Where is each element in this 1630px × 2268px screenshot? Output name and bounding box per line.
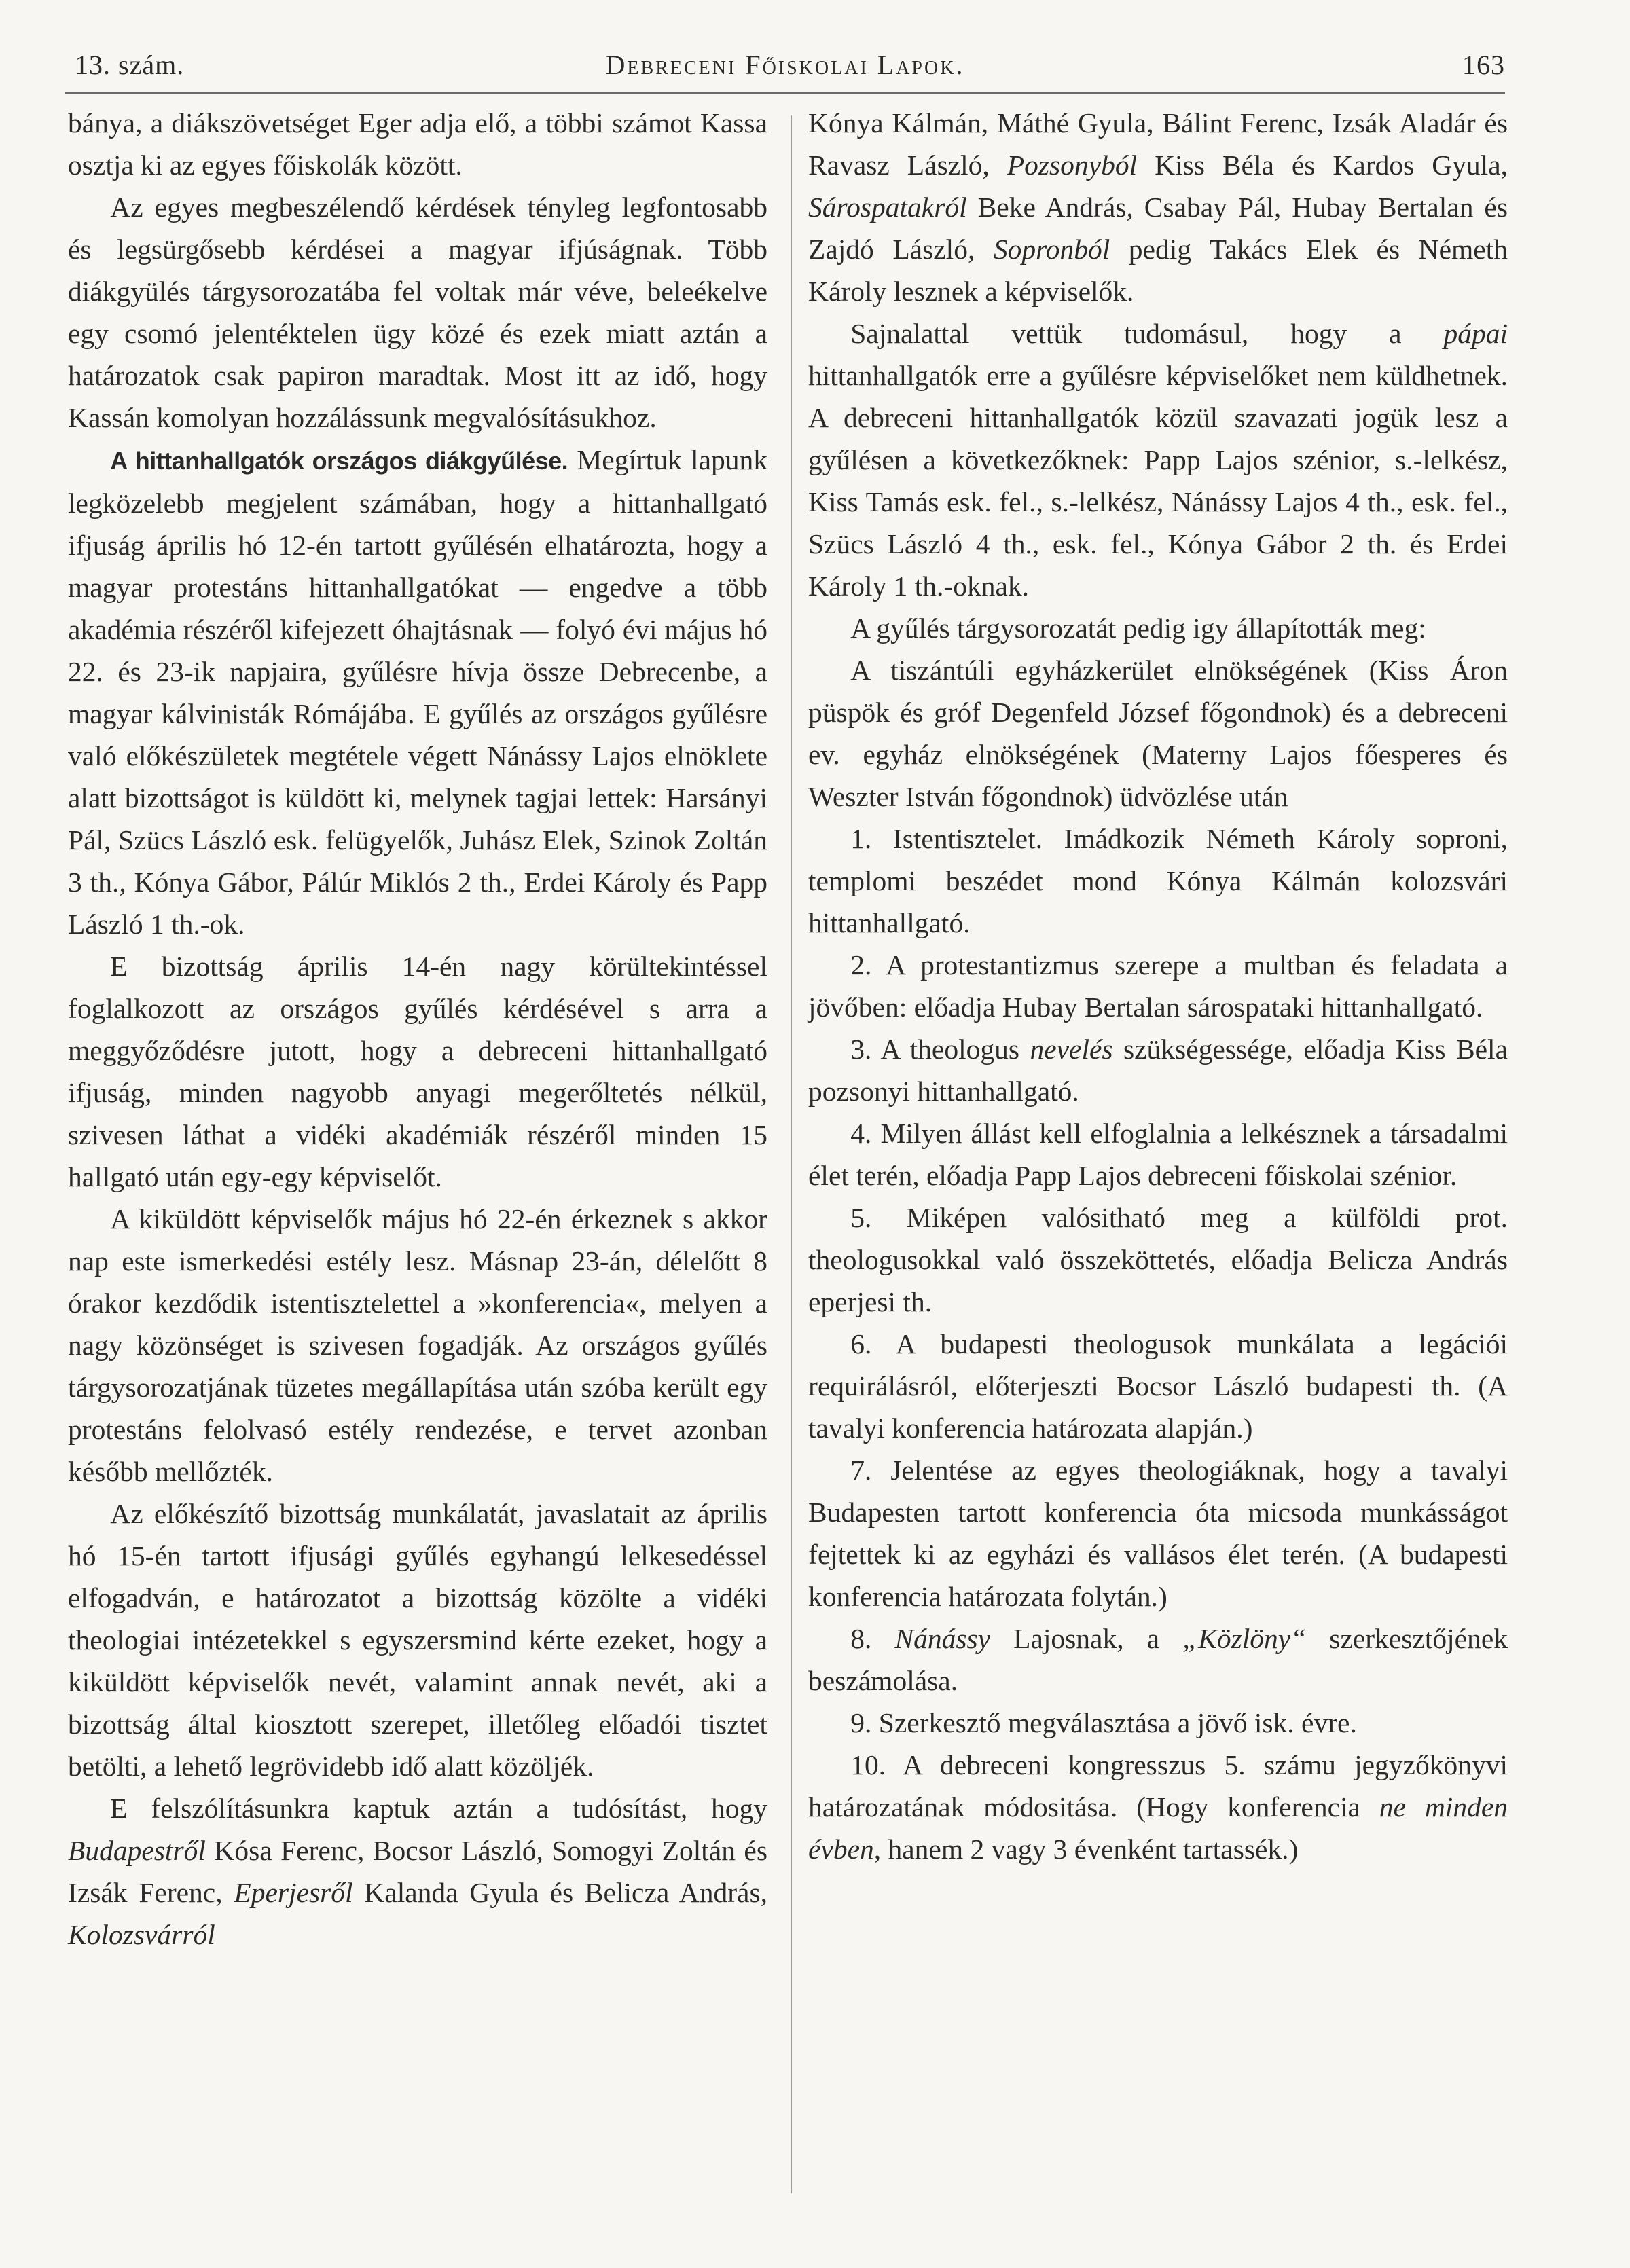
page-number: 163 [1462,50,1505,80]
body-text: pedig Takács Elek és Németh Károly lesznek a képviselők. [808,234,1508,307]
italic-text: Sárospatakról [808,191,967,223]
right-paragraph [808,1028,1508,1112]
body-text: 6. A budapesti theologusok munkálata a legációi requirálásról, előterjeszti Bocsor László budapesti th. (A tavalyi konferencia határozata alapján.) [808,1328,1508,1444]
body-text: 9. Szerkesztő megválasztása a jövő isk. évre. [850,1707,1357,1738]
left-column [68,102,767,1956]
right-column [808,102,1508,1870]
body-text: Kónya Kálmán, Máthé Gyula, Bálint Ferenc, Izsák Aladár és Ravasz László, [808,107,1508,181]
right-paragraph [808,818,1508,944]
right-paragraph [808,1617,1508,1702]
right-paragraph [808,649,1508,818]
italic-text: Sopronból [993,234,1110,265]
left-paragraph [68,1493,767,1787]
body-text: Kiss Béla és Kardos Gyula, [1137,149,1508,181]
left-paragraph [68,439,767,945]
italic-text: nevelés [1030,1034,1113,1065]
body-text: , hanem 2 vagy 3 évenként tartassék.) [873,1833,1299,1865]
body-text: A tiszántúli egyházkerület elnökségének (Kiss Áron püspök és gróf Degenfeld József főgondnok) és a debreceni ev. egyház elnökségének (Materny Lajos főesperes és Weszter István főgondnok) üdvözlése után [808,655,1508,812]
body-text: Sajnalattal vettük tudomásul, hogy a [850,318,1444,349]
italic-text: Kolozsvárról [68,1919,215,1950]
body-text: 1. Istentisztelet. Imádkozik Németh Károly soproni, templomi beszédet mond Kónya Kálmán kolozsvári hittanhallgató. [808,823,1508,938]
italic-text: Nánássy [894,1623,991,1654]
body-text: Az egyes megbeszélendő kérdések tényleg legfontosabb és legsürgősebb kérdései a magyar ifjúságnak. Több diákgyülés tárgysorozatába fel voltak már véve, beleékelve egy csomó jelentéktelen ügy közé és ezek miatt aztán a határozatok csak papiron maradtak. Most itt az idő, hogy Kassán komolyan hozzálássunk megvalósításukhoz. [68,191,767,433]
left-paragraph [68,1787,767,1956]
body-text: 8. [850,1623,895,1654]
right-paragraph [808,1112,1508,1196]
body-text: E felszólításunkra kaptuk aztán a tudósítást, hogy [110,1793,767,1824]
italic-text: „Közlöny“ [1182,1623,1307,1654]
body-text: 5. Miképen valósitható meg a külföldi prot. theologusokkal való összeköttetés, előadja Belicza András eperjesi th. [808,1202,1508,1317]
body-text: A kiküldött képviselők május hó 22-én érkeznek s akkor nap este ismerkedési estély lesz. Másnap 23-án, délelőtt 8 órakor kezdődik istentisztelettel a »konferencia«, melyen a nagy közönséget is szivesen fogadják. Az országos gyűlés tárgysorozatjának tüzetes megállapítása után szóba került egy protestáns felolvasó estély rendezése, e tervet azonban később mellőzték. [68,1203,767,1487]
body-text: szükségessége, előadja Kiss Béla pozsonyi hittanhallgató. [808,1034,1508,1107]
issue-number: 13. szám. [75,50,185,80]
italic-text: ne minden évben [808,1791,1508,1865]
body-text: 7. Jelentése az egyes theologiáknak, hogy a tavalyi Budapesten tartott konferencia óta micsoda munkásságot fejtettek ki az egyházi és vallásos élet terén. (A budapesti konferencia határozata folytán.) [808,1455,1508,1612]
body-text: E bizottság április 14-én nagy körültekintéssel foglalkozott az országos gyűlés kérdésével s arra a meggyőződésre jutott, hogy a debreceni hittanhallgató ifjuság, minden nagyobb anyagi megerőltetés nélkül, szivesen láthat a vidéki akadémiák részéről minden 15 hallgató után egy-egy képviselőt. [68,951,767,1192]
italic-text: pápai [1443,318,1508,349]
right-paragraph [808,607,1508,649]
journal-title: Debreceni Főiskolai Lapok. [605,50,965,80]
body-text: A gyűlés tárgysorozatát pedig igy állapították meg: [850,612,1426,644]
column-divider [791,115,792,2193]
left-paragraph [68,186,767,439]
right-paragraph [808,1744,1508,1870]
right-paragraph [808,1323,1508,1449]
right-paragraph [808,1702,1508,1744]
right-paragraph [808,312,1508,607]
body-text: Kalanda Gyula és Belicza András, [352,1877,767,1908]
body-text: szerkesztőjének beszámolása. [808,1623,1508,1696]
running-header [65,42,1505,94]
right-paragraph [808,944,1508,1028]
italic-text: Pozsonyból [1007,149,1138,181]
body-text: 2. A protestantizmus szerepe a multban és feladata a jövőben: előadja Hubay Bertalan sárospataki hittanhallgató. [808,949,1508,1023]
left-paragraph [68,1198,767,1493]
left-paragraph [68,102,767,186]
body-text: 4. Milyen állást kell elfoglalnia a lelkésznek a társadalmi élet terén, előadja Papp Lajos debreceni főiskolai szénior. [808,1118,1508,1191]
section-heading: A hittanhallgatók országos diákgyűlése. [110,447,568,475]
italic-text: Budapestről [68,1835,206,1866]
body-text: 10. A debreceni kongresszus 5. számu jegyzőkönyvi határozatának módositása. (Hogy konferencia [808,1749,1508,1823]
right-paragraph [808,1449,1508,1617]
body-text: Az előkészítő bizottság munkálatát, javaslatait az április hó 15-én tartott ifjusági gyűlés egyhangú lelkesedéssel elfogadván, e határozatot a bizottság közölte a vidéki theologiai intézetekkel s egyszersmind kérte ezeket, hogy a kiküldött képviselők nevét, valamint annak nevét, aki a bizottság által kiosztott szerepet, illetőleg előadói tisztet betölti, a lehető legrövidebb idő alatt közöljék. [68,1498,767,1782]
body-text: Megírtuk lapunk legközelebb megjelent számában, hogy a hittanhallgató ifjuság április hó 12-én tartott gyűlésén elhatározta, hogy a magyar protestáns hittanhallgatókat — engedve a több akadémia részéről kifejezett óhajtásnak — folyó évi május hó 22. és 23-ik napjaira, gyűlésre hívja össze Debrecenbe, a magyar kálvinisták Rómájába. E gyűlés az országos gyűlésre való előkészületek megtétele végett Nánássy Lajos elnöklete alatt bizottságot is küldött ki, melynek tagjai lettek: Harsányi Pál, Szücs László esk. felügyelők, Juhász Elek, Szinok Zoltán 3 th., Kónya Gábor, Pálúr Miklós 2 th., Erdei Károly és Papp László 1 th.-ok. [68,444,767,940]
italic-text: Eperjesről [234,1877,353,1908]
left-paragraph [68,945,767,1198]
body-text: bánya, a diákszövetséget Eger adja elő, a többi számot Kassa osztja ki az egyes főiskolák között. [68,107,767,181]
body-text: 3. A theologus [850,1034,1030,1065]
body-text: Beke András, Csabay Pál, Hubay Bertalan és Zajdó László, [808,191,1508,265]
right-paragraph [808,1196,1508,1323]
body-text: Lajosnak, a [990,1623,1183,1654]
body-text: Kósa Ferenc, Bocsor László, Somogyi Zoltán és Izsák Ferenc, [68,1835,767,1908]
right-paragraph [808,102,1508,312]
body-text: hittanhallgatók erre a gyűlésre képviselőket nem küldhetnek. A debreceni hittanhallgatók közül szavazati jogük lesz a gyűlésen a következőknek: Papp Lajos szénior, s.-lelkész, Kiss Tamás esk. fel., s.-lelkész, Nánássy Lajos 4 th., esk. fel., Szücs László 4 th., esk. fel., Kónya Gábor 2 th. és Erdei Károly 1 th.-oknak. [808,360,1508,602]
